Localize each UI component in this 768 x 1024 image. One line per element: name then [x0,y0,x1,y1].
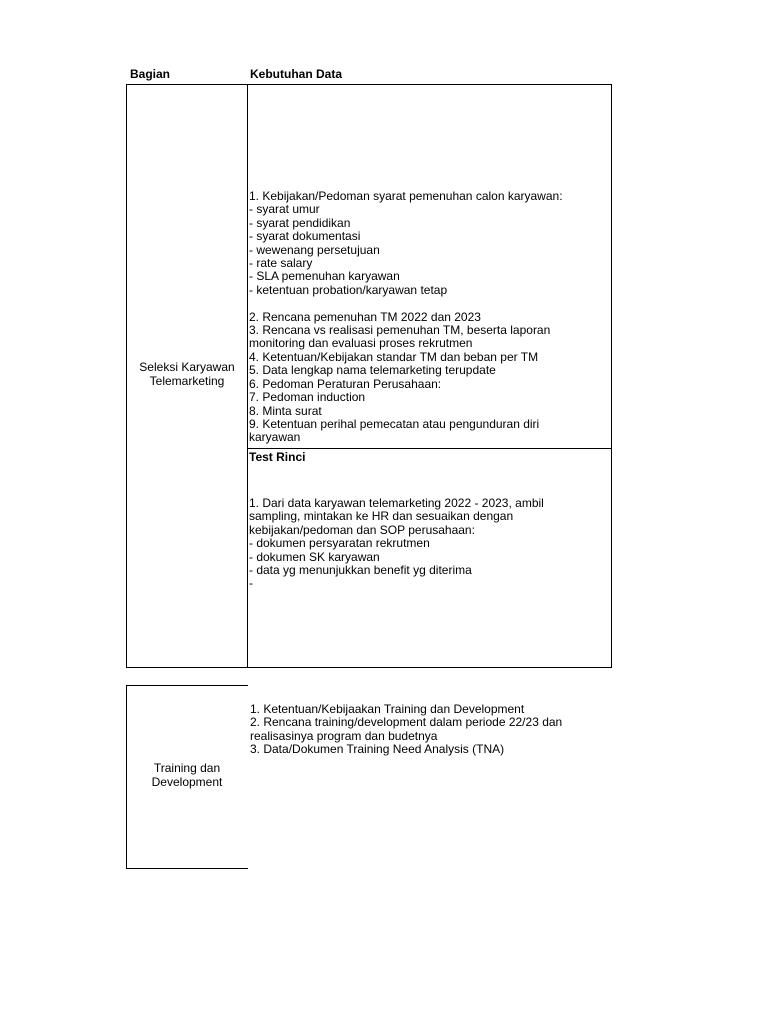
table1-border-middle [247,84,248,668]
table1-border-bottom [126,667,612,668]
header-kebutuhan-data: Kebutuhan Data [250,67,343,81]
test-rinci-list: 1. Dari data karyawan telemarketing 2022 - 2023, ambil sampling, mintakan ke HR dan sesuaikan dengan kebijakan/pedoman dan SOP perusahaan: - dokumen persyaratan rekrutmen - dokumen SK karyawan - data yg menunjukkan benefit yg diterima - [249,496,544,591]
table1-row-divider [247,448,612,449]
header-bagian: Bagian [130,67,171,81]
training-kebutuhan-list: 1. Ketentuan/Kebijaakan Training dan Development 2. Rencana training/development dalam periode 22/23 dan realisasinya program dan budetnya 3. Data/Dokumen Training Need Analysis (TNA) [250,702,563,757]
seleksi-kebutuhan-list: 1. Kebijakan/Pedoman syarat pemenuhan calon karyawan: - syarat umur - syarat pendidikan - syarat dokumentasi - wewenang persetujuan - rate salary - SLA pemenuhan karyawan - ketentuan probation/karyawan tetap 2. Rencana pemenuhan TM 2022 dan 2023 3. Rencana vs realisasi pemenuhan TM, beserta laporan monitoring dan evaluasi proses rekrutmen 4. Ketentuan/Kebijakan standar TM dan beban per TM 5. Data lengkap nama telemarketing terupdate 6. Pedoman Peraturan Perusahaan: 7. Pedoman induction 8. Minta surat 9. Ketentuan perihal pemecatan atau pengunduran diri karyawan [249,189,563,445]
training-development-label: Training dan Development [151,761,223,789]
table1-border-top [126,84,612,85]
table2-border-bottom [126,868,248,869]
seleksi-karyawan-label: Seleksi Karyawan Telemarketing [139,360,235,388]
test-rinci-title: Test Rinci [249,450,306,464]
table1-border-right [611,84,612,668]
table2-border-top [126,685,248,686]
